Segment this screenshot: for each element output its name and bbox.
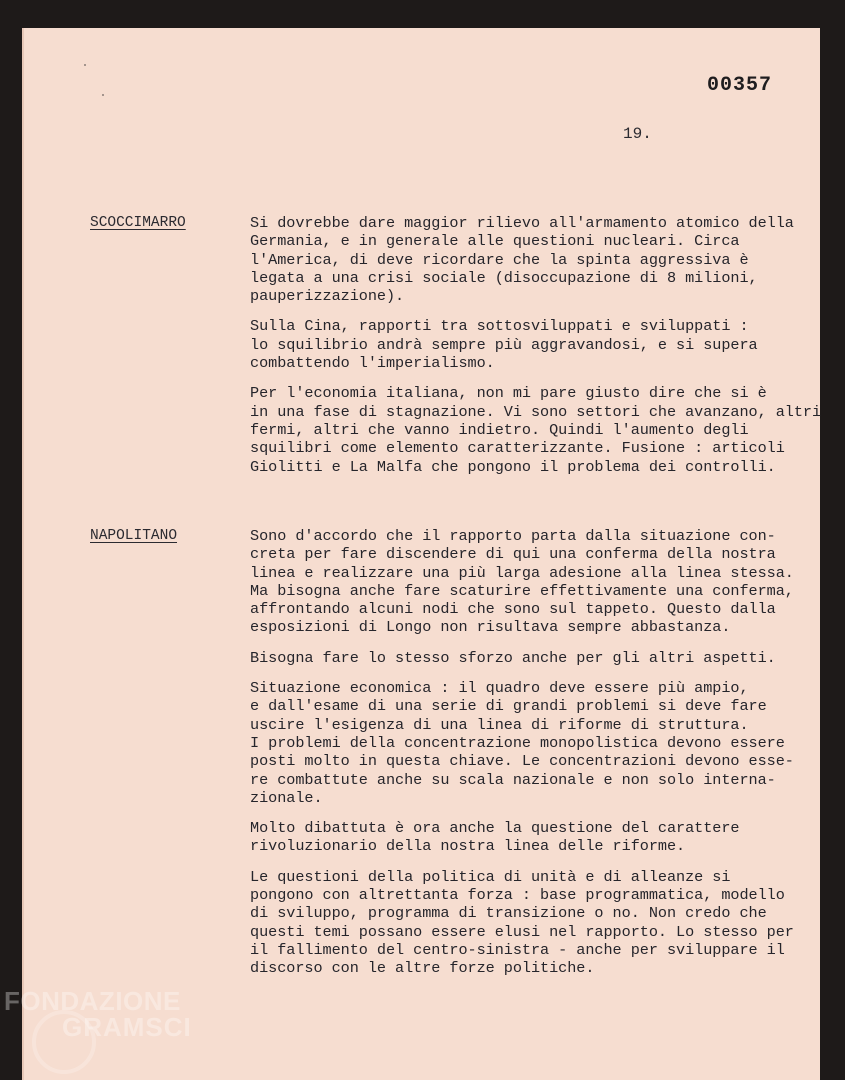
page-number: 19. xyxy=(623,125,652,143)
speaker-napolitano: NAPOLITANO xyxy=(90,528,178,544)
watermark-line2: GRAMSCI xyxy=(62,1012,192,1042)
speaker-scoccimarro: SCOCCIMARRO xyxy=(90,215,186,231)
paragraph: Le questioni della politica di unità e di alleanze si pongono con altrettanta forza : base programmatica, modello di sviluppo, programma di transizione o no. Non credo che questi temi possano essere elusi nel rapporto. Lo stesso per il fallimento del centro-sinistra - anche per sviluppare il discorso con le altre forze politiche. xyxy=(250,867,794,978)
paragraph: Sono d'accordo che il rapporto parta dalla situazione con- creta per fare discendere di qui una conferma della nostra linea e realizzare una più larga adesione alla linea stessa. Ma bisogna anche fare scaturire effettivamente una conferma, affrontando alcuni nodi che sono sul tappeto. Questo dalla esposizioni di Longo non risultava sempre abbastanza. xyxy=(250,527,794,637)
section-scoccimarro xyxy=(250,214,825,488)
paragraph: Bisogna fare lo stesso sforzo anche per gli altri aspetti. xyxy=(250,648,776,667)
watermark xyxy=(4,988,192,1040)
paragraph: Si dovrebbe dare maggior rilievo all'armamento atomico della Germania, e in generale alle questioni nucleari. Circa l'America, di deve ricordare che la spinta aggressiva è legata a una crisi sociale (disoccupazione di 8 milioni, pauperizzazione). xyxy=(250,214,794,306)
section-napolitano xyxy=(250,527,825,990)
document-number: 00357 xyxy=(707,74,773,97)
paper-speck xyxy=(102,94,104,96)
paragraph: Situazione economica : il quadro deve essere più ampio, e dall'esame di una serie di grandi problemi si deve fare uscire l'esigenza di una linea di riforme di struttura. I problemi della concentrazione monopolistica devono essere posti molto in questa chiave. Le concentrazioni devono esse- re combattute anche su scala nazionale e non solo interna- zionale. xyxy=(250,679,794,807)
watermark-line1: FONDAZIONE xyxy=(4,986,181,1016)
paper-speck xyxy=(84,64,86,66)
paragraph: Molto dibattuta è ora anche la questione del carattere rivoluzionario della nostra linea delle riforme. xyxy=(250,819,740,856)
paragraph: Sulla Cina, rapporti tra sottosviluppati e sviluppati : lo squilibrio andrà sempre più aggravandosi, e si supera combattendo l'imperialismo. xyxy=(250,317,758,373)
paragraph: Per l'economia italiana, non mi pare giusto dire che si è in una fase di stagnazione. Vi sono settori che avanzano, altri fermi, altri che vanno indietro. Quindi l'aumento degli squilibri come elemento caratterizzante. Fusione : articoli Giolitti e La Malfa che pongono il problema dei controlli. xyxy=(250,384,822,476)
